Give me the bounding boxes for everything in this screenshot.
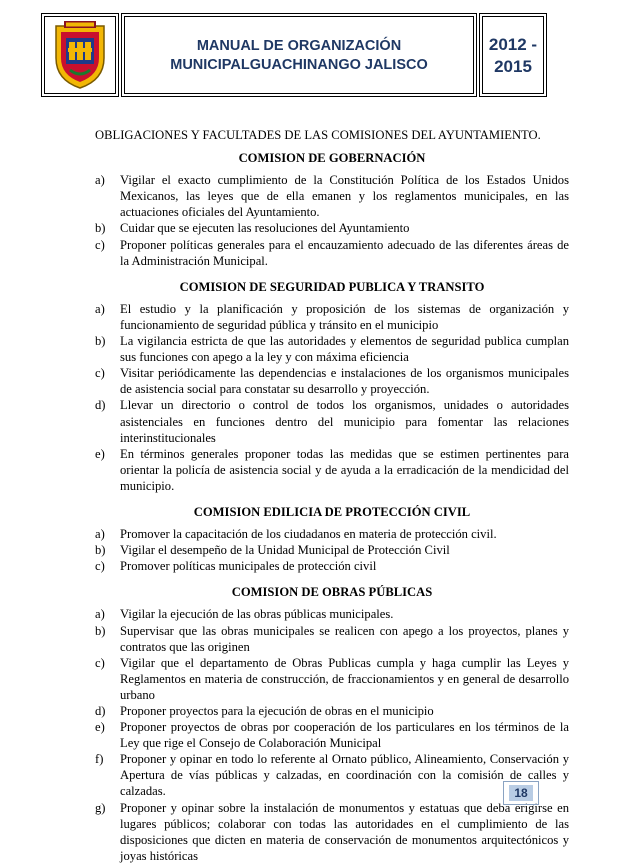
item-text: Visitar periódicamente las dependencias e instalaciones de los organismos municipales de asistencia social para constatar su desarrollo y proyección. [120, 366, 569, 397]
section-item-list [95, 526, 569, 574]
manual-title [122, 37, 476, 75]
item-text: Llevar un directorio o control de todos los organismos, unidades o autoridades asistenciales en funciones dentro del municipio para fomentar las relaciones interinstitucionales [120, 398, 569, 445]
item-letter: a) [95, 607, 105, 622]
list-item [95, 542, 569, 558]
title-line-2: MUNICIPALGUACHINANGO JALISCO [170, 57, 428, 73]
item-letter: d) [95, 398, 106, 413]
section-item-list [95, 301, 569, 494]
section-item-list [95, 606, 569, 864]
item-letter: b) [95, 221, 106, 236]
item-text: Proponer proyectos de obras por cooperación de los particulares en los términos de la Ley que rige el Consejo de Colaboración Municipal [120, 720, 569, 751]
item-letter: f) [95, 752, 104, 767]
section-gap [95, 494, 569, 504]
item-text: El estudio y la planificación y proposición de los sistemas de organización y funcionamiento de seguridad pública y tránsito en el municipio [120, 301, 569, 332]
section-title: COMISION DE OBRAS PÚBLICAS [231, 585, 433, 600]
list-item [95, 220, 569, 236]
item-letter: c) [95, 366, 105, 381]
item-text: Cuidar que se ejecuten las resoluciones del Ayuntamiento [120, 221, 410, 236]
list-item [95, 703, 569, 719]
item-letter: c) [95, 559, 105, 574]
list-item [95, 365, 569, 397]
section-title: COMISION DE GOBERNACIÓN [238, 151, 426, 166]
item-text: Supervisar que las obras municipales se realicen con apego a los proyectos, planes y contratos que las originen [120, 623, 569, 654]
list-item [95, 237, 569, 269]
item-text: Proponer y opinar sobre la instalación de monumentos y estatuas que deba erigirse en lugares públicos; colaborar con todas las autoridades en el cumplimiento de las disposiciones que dicten en materia de conservación de monumentos arquitectónicos y joyas históricas [120, 800, 569, 863]
item-text: Vigilar que el departamento de Obras Publicas cumpla y haga cumplir las Leyes y Reglamentos en materia de construcción, de fraccionamientos y en general de desarrollo urbano [120, 655, 569, 702]
list-item [95, 800, 569, 864]
intro-heading: OBLIGACIONES Y FACULTADES DE LAS COMISIONES DEL AYUNTAMIENTO. [95, 128, 541, 142]
item-letter: a) [95, 173, 105, 188]
item-letter: b) [95, 543, 106, 558]
item-letter: e) [95, 446, 105, 461]
document-header [41, 13, 545, 95]
item-letter: b) [95, 623, 106, 638]
administration-period [480, 34, 546, 78]
item-text: Vigilar la ejecución de las obras públicas municipales. [120, 607, 394, 622]
item-letter: a) [95, 527, 105, 542]
section-gap [95, 574, 569, 584]
list-item [95, 526, 569, 542]
list-item [95, 333, 569, 365]
logo-frame [41, 13, 119, 97]
list-item [95, 558, 569, 574]
list-item [95, 623, 569, 655]
list-item [95, 719, 569, 751]
year-line-2: 2015 [494, 57, 532, 76]
section-item-list [95, 172, 569, 269]
item-text: Proponer y opinar en todo lo referente al Ornato público, Alineamiento, Conservación y Apertura de vías públicas y calzadas, en coordinación con la comisión de calles y calzadas. [120, 752, 569, 799]
item-text: Promover políticas municipales de protección civil [120, 559, 377, 574]
item-letter: d) [95, 704, 106, 718]
document-body [95, 127, 569, 864]
item-letter: g) [95, 800, 106, 815]
list-item [95, 655, 569, 703]
list-item [95, 751, 569, 799]
item-text: La vigilancia estricta de que las autoridades y elementos de seguridad publica cumplan sus funciones con apego a la ley y con máxima eficiencia [120, 334, 569, 365]
list-item [95, 446, 569, 494]
page-number: 18 [509, 785, 533, 801]
title-line-1: MANUAL DE ORGANIZACIÓN [196, 38, 402, 54]
commission-sections [95, 150, 569, 864]
list-item [95, 606, 569, 622]
item-text: Vigilar el desempeño de la Unidad Municipal de Protección Civil [120, 543, 450, 558]
item-letter: a) [95, 301, 105, 316]
section-title: COMISION DE SEGURIDAD PUBLICA Y TRANSITO [179, 279, 485, 294]
title-frame [121, 13, 477, 97]
list-item [95, 397, 569, 445]
section-title: COMISION EDILICIA DE PROTECCIÓN CIVIL [193, 504, 471, 519]
year-frame [479, 13, 547, 97]
item-text: Promover la capacitación de los ciudadanos en materia de protección civil. [120, 527, 497, 542]
item-text: Proponer proyectos para la ejecución de obras en el municipio [120, 704, 434, 718]
item-letter: c) [95, 655, 105, 670]
item-text: En términos generales proponer todas las medidas que se estimen pertinentes para orientar la policía de asistencia social y de ayuda a la erradicación de la mendicidad del municipio. [120, 446, 569, 493]
municipal-coat-of-arms-icon [52, 20, 108, 90]
item-letter: e) [95, 720, 105, 735]
item-letter: c) [95, 237, 105, 252]
year-line-1: 2012 - [488, 35, 538, 54]
list-item [95, 172, 569, 220]
section-gap [95, 269, 569, 279]
page-number-box [503, 781, 539, 805]
item-text: Proponer políticas generales para el encauzamiento adecuado de las diferentes áreas de la Administración Municipal. [120, 237, 569, 268]
item-text: Vigilar el exacto cumplimiento de la Constitución Política de los Estados Unidos Mexicanos, las leyes que de ella emanen y los reglamentos municipales, en las actuaciones oficiales del Ayuntamiento. [120, 173, 569, 220]
item-letter: b) [95, 334, 106, 349]
list-item [95, 301, 569, 333]
